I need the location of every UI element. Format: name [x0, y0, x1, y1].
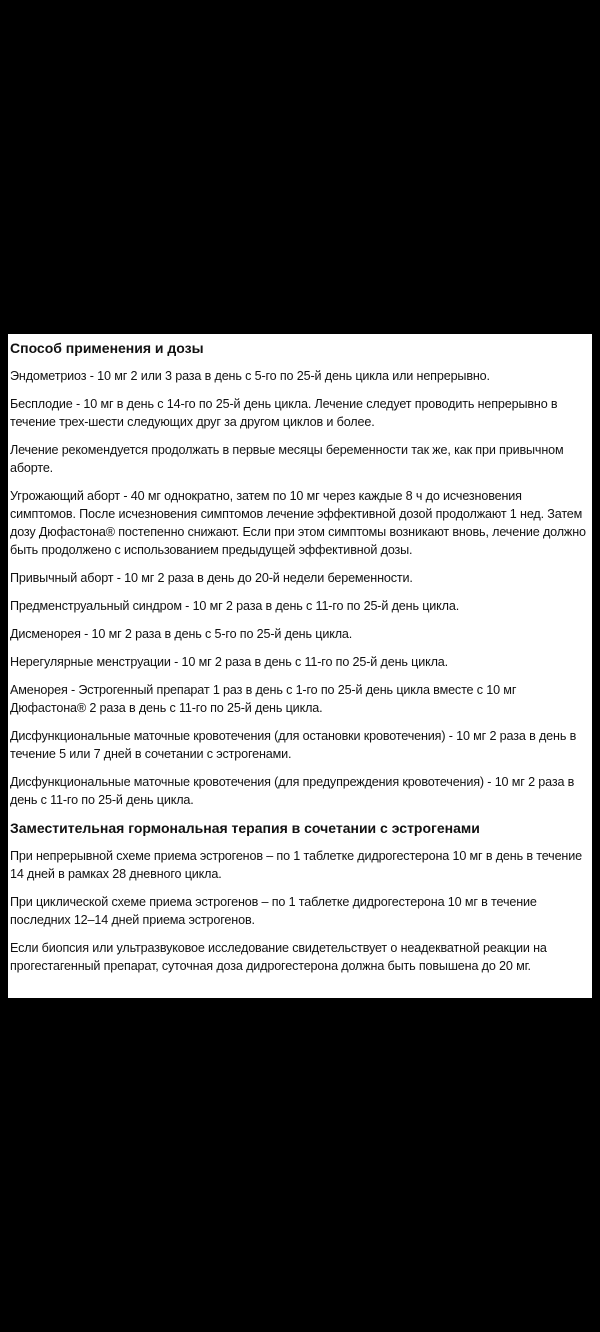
paragraph-irregular-menstruation: Нерегулярные менструации - 10 мг 2 раза в день с 11-го по 25-й день цикла.	[10, 655, 449, 669]
paragraph-amenorrhea: Аменорея - Эстрогенный препарат 1 раз в день с 1-го по 25-й день цикла вместе с 10 мг Дюфастона® 2 раза в день с 11-го по 25-й день цикла.	[10, 683, 517, 715]
paragraph-cyclic-scheme: При циклической схеме приема эстрогенов – по 1 таблетке дидрогестерона 10 мг в течение последних 12–14 дней приема эстрогенов.	[10, 895, 537, 927]
paragraph-premenstrual-syndrome: Предменструальный синдром - 10 мг 2 раза в день с 11-го по 25-й день цикла.	[10, 599, 460, 613]
paragraph-bleeding-prevention: Дисфункциональные маточные кровотечения (для предупреждения кровотечения) - 10 мг 2 раза в день с 11-го по 25-й день цикла.	[10, 775, 575, 807]
paragraph-continuous-scheme: При непрерывной схеме приема эстрогенов – по 1 таблетке дидрогестерона 10 мг в день в течение 14 дней в рамках 28 дневного цикла.	[10, 849, 582, 881]
paragraph-endometriosis: Эндометриоз - 10 мг 2 или 3 раза в день с 5-го по 25-й день цикла или непрерывно.	[10, 369, 490, 383]
paragraph-infertility: Бесплодие - 10 мг в день с 14-го по 25-й день цикла. Лечение следует проводить непрерывно в течение трех-шести следующих друг за другом циклов и более.	[10, 397, 558, 429]
paragraph-threatened-abortion: Угрожающий аборт - 40 мг однократно, затем по 10 мг через каждые 8 ч до исчезновения симптомов. После исчезновения симптомов лечение эффективной дозой продолжают 1 нед. Затем дозу Дюфастона® постепенно снижают. Если при этом симптомы возникают вновь, лечение должно быть продолжено с использованием предыдущей эффективной дозы.	[10, 489, 586, 557]
section-title-dosage: Способ применения и дозы	[10, 340, 204, 356]
section-title-hrt: Заместительная гормональная терапия в сочетании с эстрогенами	[10, 820, 480, 836]
document-page	[8, 334, 592, 998]
paragraph-habitual-abortion: Привычный аборт - 10 мг 2 раза в день до 20-й недели беременности.	[10, 571, 413, 585]
paragraph-bleeding-stop: Дисфункциональные маточные кровотечения (для остановки кровотечения) - 10 мг 2 раза в день в течение 5 или 7 дней в сочетании с эстрогенами.	[10, 729, 577, 761]
paragraph-biopsy: Если биопсия или ультразвуковое исследование свидетельствует о неадекватной реакции на прогестагенный препарат, суточная доза дидрогестерона должна быть повышена до 20 мг.	[10, 941, 547, 973]
paragraph-dysmenorrhea: Дисменорея - 10 мг 2 раза в день с 5-го по 25-й день цикла.	[10, 627, 353, 641]
paragraph-pregnancy-continuation: Лечение рекомендуется продолжать в первые месяцы беременности так же, как при привычном аборте.	[10, 443, 564, 475]
